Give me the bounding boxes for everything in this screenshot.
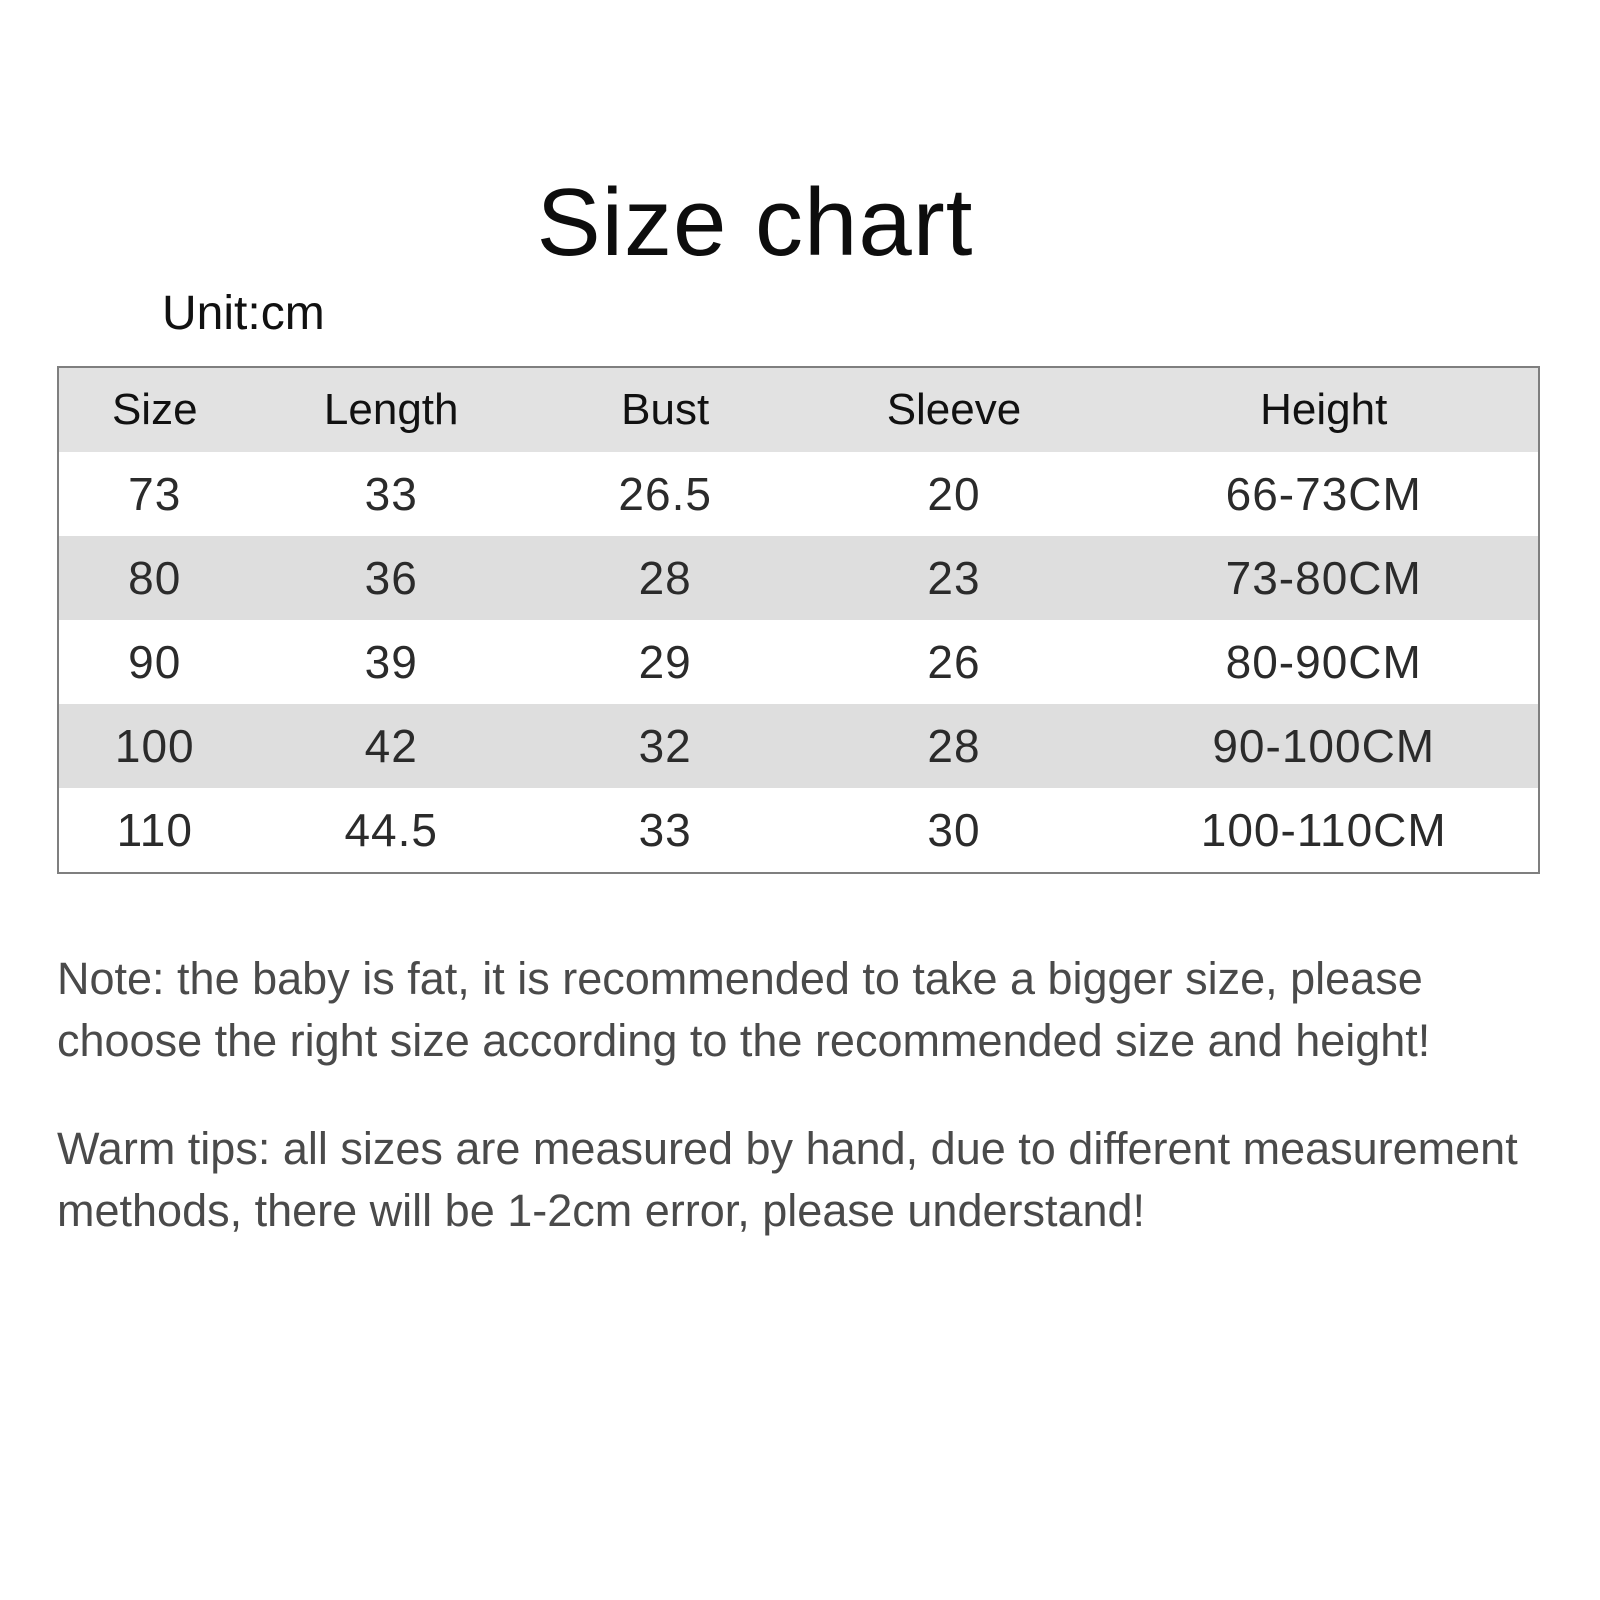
cell-bust: 33 (638, 804, 692, 856)
warm-tips-paragraph: Warm tips: all sizes are measured by hand, due to different measurement methods, there will be 1-2cm error, please understand! (57, 1123, 1518, 1236)
column-header-bust: Bust (621, 385, 710, 434)
size-table (57, 366, 1540, 874)
cell-sleeve: 26 (927, 636, 981, 688)
size-table-header (58, 367, 1539, 452)
cell-sleeve: 28 (927, 720, 981, 772)
unit-label: Unit:cm (162, 287, 325, 340)
cell-length: 44.5 (344, 804, 438, 856)
page-title: Size chart (536, 169, 974, 276)
cell-sleeve: 23 (927, 552, 981, 604)
cell-size: 80 (128, 552, 182, 604)
column-header-height: Height (1260, 385, 1388, 434)
cell-bust: 32 (638, 720, 692, 772)
table-header-row (58, 367, 1539, 452)
cell-size: 73 (128, 468, 182, 520)
column-header-sleeve: Sleeve (886, 385, 1022, 434)
table-row (58, 536, 1539, 620)
table-row (58, 704, 1539, 788)
column-header-size: Size (111, 385, 198, 434)
table-row (58, 452, 1539, 536)
cell-length: 36 (364, 552, 418, 604)
note-paragraph: Note: the baby is fat, it is recommended to take a bigger size, please choose the right size according to the recommended size and height! (57, 953, 1431, 1066)
cell-size: 90 (128, 636, 182, 688)
cell-size: 110 (116, 804, 193, 856)
cell-bust: 29 (638, 636, 692, 688)
cell-bust: 26.5 (618, 468, 712, 520)
notes-section (57, 948, 1527, 1242)
column-header-length: Length (323, 385, 459, 434)
cell-length: 39 (364, 636, 418, 688)
cell-length: 42 (364, 720, 418, 772)
cell-height: 66-73CM (1225, 468, 1422, 520)
table-row (58, 788, 1539, 873)
cell-height: 90-100CM (1212, 720, 1436, 772)
cell-sleeve: 30 (927, 804, 981, 856)
size-table-body (58, 452, 1539, 873)
cell-height: 80-90CM (1225, 636, 1422, 688)
cell-height: 73-80CM (1225, 552, 1422, 604)
cell-height: 100-110CM (1200, 804, 1447, 856)
table-row (58, 620, 1539, 704)
cell-sleeve: 20 (927, 468, 981, 520)
cell-size: 100 (114, 720, 195, 772)
cell-length: 33 (364, 468, 418, 520)
cell-bust: 28 (638, 552, 692, 604)
